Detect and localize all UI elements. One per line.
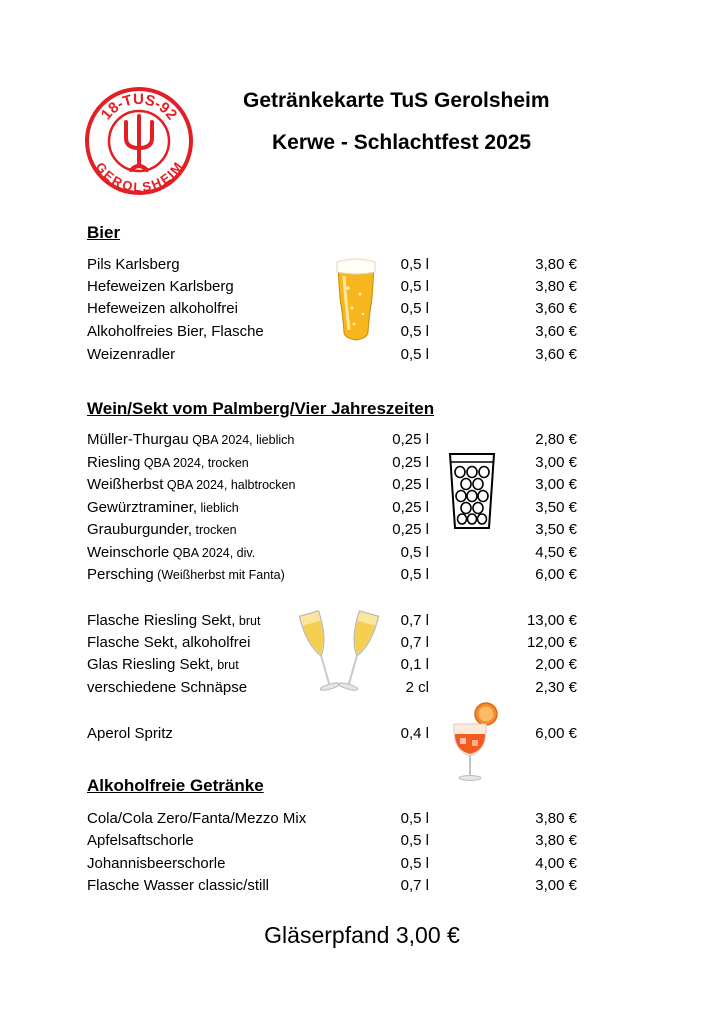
dimpled-wine-glass-icon xyxy=(446,448,498,532)
item-qty: 0,5 l xyxy=(400,810,429,827)
item-price: 12,00 € xyxy=(526,634,577,651)
menu-item xyxy=(87,521,577,543)
item-name: Flasche Sekt, alkoholfrei xyxy=(87,634,251,651)
club-logo xyxy=(84,86,194,196)
menu-item xyxy=(87,346,577,368)
item-price: 3,60 € xyxy=(535,323,577,340)
item-name: Gewürztraminer, lieblich xyxy=(87,499,239,516)
beer-glass-icon xyxy=(332,258,380,344)
menu-item xyxy=(87,855,577,877)
item-qty: 0,7 l xyxy=(400,634,429,651)
item-name: Flasche Riesling Sekt, brut xyxy=(87,612,261,629)
item-qty: 0,5 l xyxy=(400,278,429,295)
item-name: Weinschorle QBA 2024, div. xyxy=(87,544,256,561)
menu-item xyxy=(87,832,577,854)
item-qty: 0,25 l xyxy=(392,521,429,538)
item-price: 3,00 € xyxy=(535,454,577,471)
menu-item xyxy=(87,499,577,521)
item-qty: 2 cl xyxy=(405,679,429,696)
item-qty: 0,25 l xyxy=(392,454,429,471)
item-price: 4,00 € xyxy=(535,855,577,872)
item-price: 6,00 € xyxy=(535,566,577,583)
item-name: Alkoholfreies Bier, Flasche xyxy=(87,323,264,340)
item-qty: 0,5 l xyxy=(400,832,429,849)
item-price: 3,60 € xyxy=(535,346,577,363)
logo-bottom-text: GEROLSHEIM xyxy=(92,159,186,195)
item-name: Riesling QBA 2024, trocken xyxy=(87,454,249,471)
item-price: 3,80 € xyxy=(535,832,577,849)
item-name: Apfelsaftschorle xyxy=(87,832,194,849)
item-price: 2,30 € xyxy=(535,679,577,696)
menu-item xyxy=(87,454,577,476)
item-qty: 0,5 l xyxy=(400,566,429,583)
item-name: Hefeweizen alkoholfrei xyxy=(87,300,238,317)
item-name: Grauburgunder, trocken xyxy=(87,521,237,538)
section-heading-bier: Bier xyxy=(87,223,121,242)
item-price: 3,50 € xyxy=(535,499,577,516)
item-qty: 0,7 l xyxy=(400,877,429,894)
champagne-glasses-icon xyxy=(298,608,380,696)
item-price: 3,80 € xyxy=(535,810,577,827)
page-title: Getränkekarte TuS Gerolsheim xyxy=(243,89,550,112)
logo-top-text: 18-TUS-92 xyxy=(97,90,181,124)
item-price: 2,80 € xyxy=(535,431,577,448)
item-qty: 0,5 l xyxy=(400,300,429,317)
item-qty: 0,4 l xyxy=(400,725,429,742)
item-name: Cola/Cola Zero/Fanta/Mezzo Mix xyxy=(87,810,307,827)
item-price: 13,00 € xyxy=(526,612,577,629)
item-name: Weizenradler xyxy=(87,346,176,363)
item-price: 2,00 € xyxy=(535,656,577,673)
item-qty: 0,25 l xyxy=(392,476,429,493)
item-qty: 0,5 l xyxy=(400,256,429,273)
item-name: Hefeweizen Karlsberg xyxy=(87,278,234,295)
item-qty: 0,5 l xyxy=(400,855,429,872)
menu-item xyxy=(87,476,577,498)
menu-item xyxy=(87,431,577,453)
item-qty: 0,25 l xyxy=(392,431,429,448)
item-qty: 0,1 l xyxy=(400,656,429,673)
item-qty: 0,7 l xyxy=(400,612,429,629)
item-qty: 0,25 l xyxy=(392,499,429,516)
item-price: 3,50 € xyxy=(535,521,577,538)
section-heading-wein: Wein/Sekt vom Palmberg/Vier Jahreszeiten xyxy=(87,399,435,418)
item-name: Johannisbeerschorle xyxy=(87,855,226,872)
item-name: Weißherbst QBA 2024, halbtrocken xyxy=(87,476,296,493)
item-price: 6,00 € xyxy=(535,725,577,742)
item-price: 4,50 € xyxy=(535,544,577,561)
item-name: verschiedene Schnäpse xyxy=(87,679,248,696)
aperol-spritz-icon xyxy=(446,700,506,784)
menu-item xyxy=(87,877,577,899)
page-subtitle: Kerwe - Schlachtfest 2025 xyxy=(272,131,532,154)
menu-item xyxy=(87,810,577,832)
menu-item xyxy=(87,566,577,588)
section-heading-alkoholfrei: Alkoholfreie Getränke xyxy=(87,776,264,795)
item-name: Müller-Thurgau QBA 2024, lieblich xyxy=(87,431,295,448)
item-price: 3,00 € xyxy=(535,476,577,493)
item-price: 3,00 € xyxy=(535,877,577,894)
item-name: Flasche Wasser classic/still xyxy=(87,877,269,894)
item-name: Glas Riesling Sekt, brut xyxy=(87,656,239,673)
menu-item xyxy=(87,544,577,566)
item-price: 3,80 € xyxy=(535,278,577,295)
glass-deposit-note: Gläserpfand 3,00 € xyxy=(264,922,460,948)
item-name: Aperol Spritz xyxy=(87,725,173,742)
trident-icon xyxy=(126,116,152,170)
item-price: 3,60 € xyxy=(535,300,577,317)
item-qty: 0,5 l xyxy=(400,323,429,340)
item-price: 3,80 € xyxy=(535,256,577,273)
item-name: Pils Karlsberg xyxy=(87,256,180,273)
item-qty: 0,5 l xyxy=(400,346,429,363)
item-qty: 0,5 l xyxy=(400,544,429,561)
item-name: Persching (Weißherbst mit Fanta) xyxy=(87,566,285,583)
